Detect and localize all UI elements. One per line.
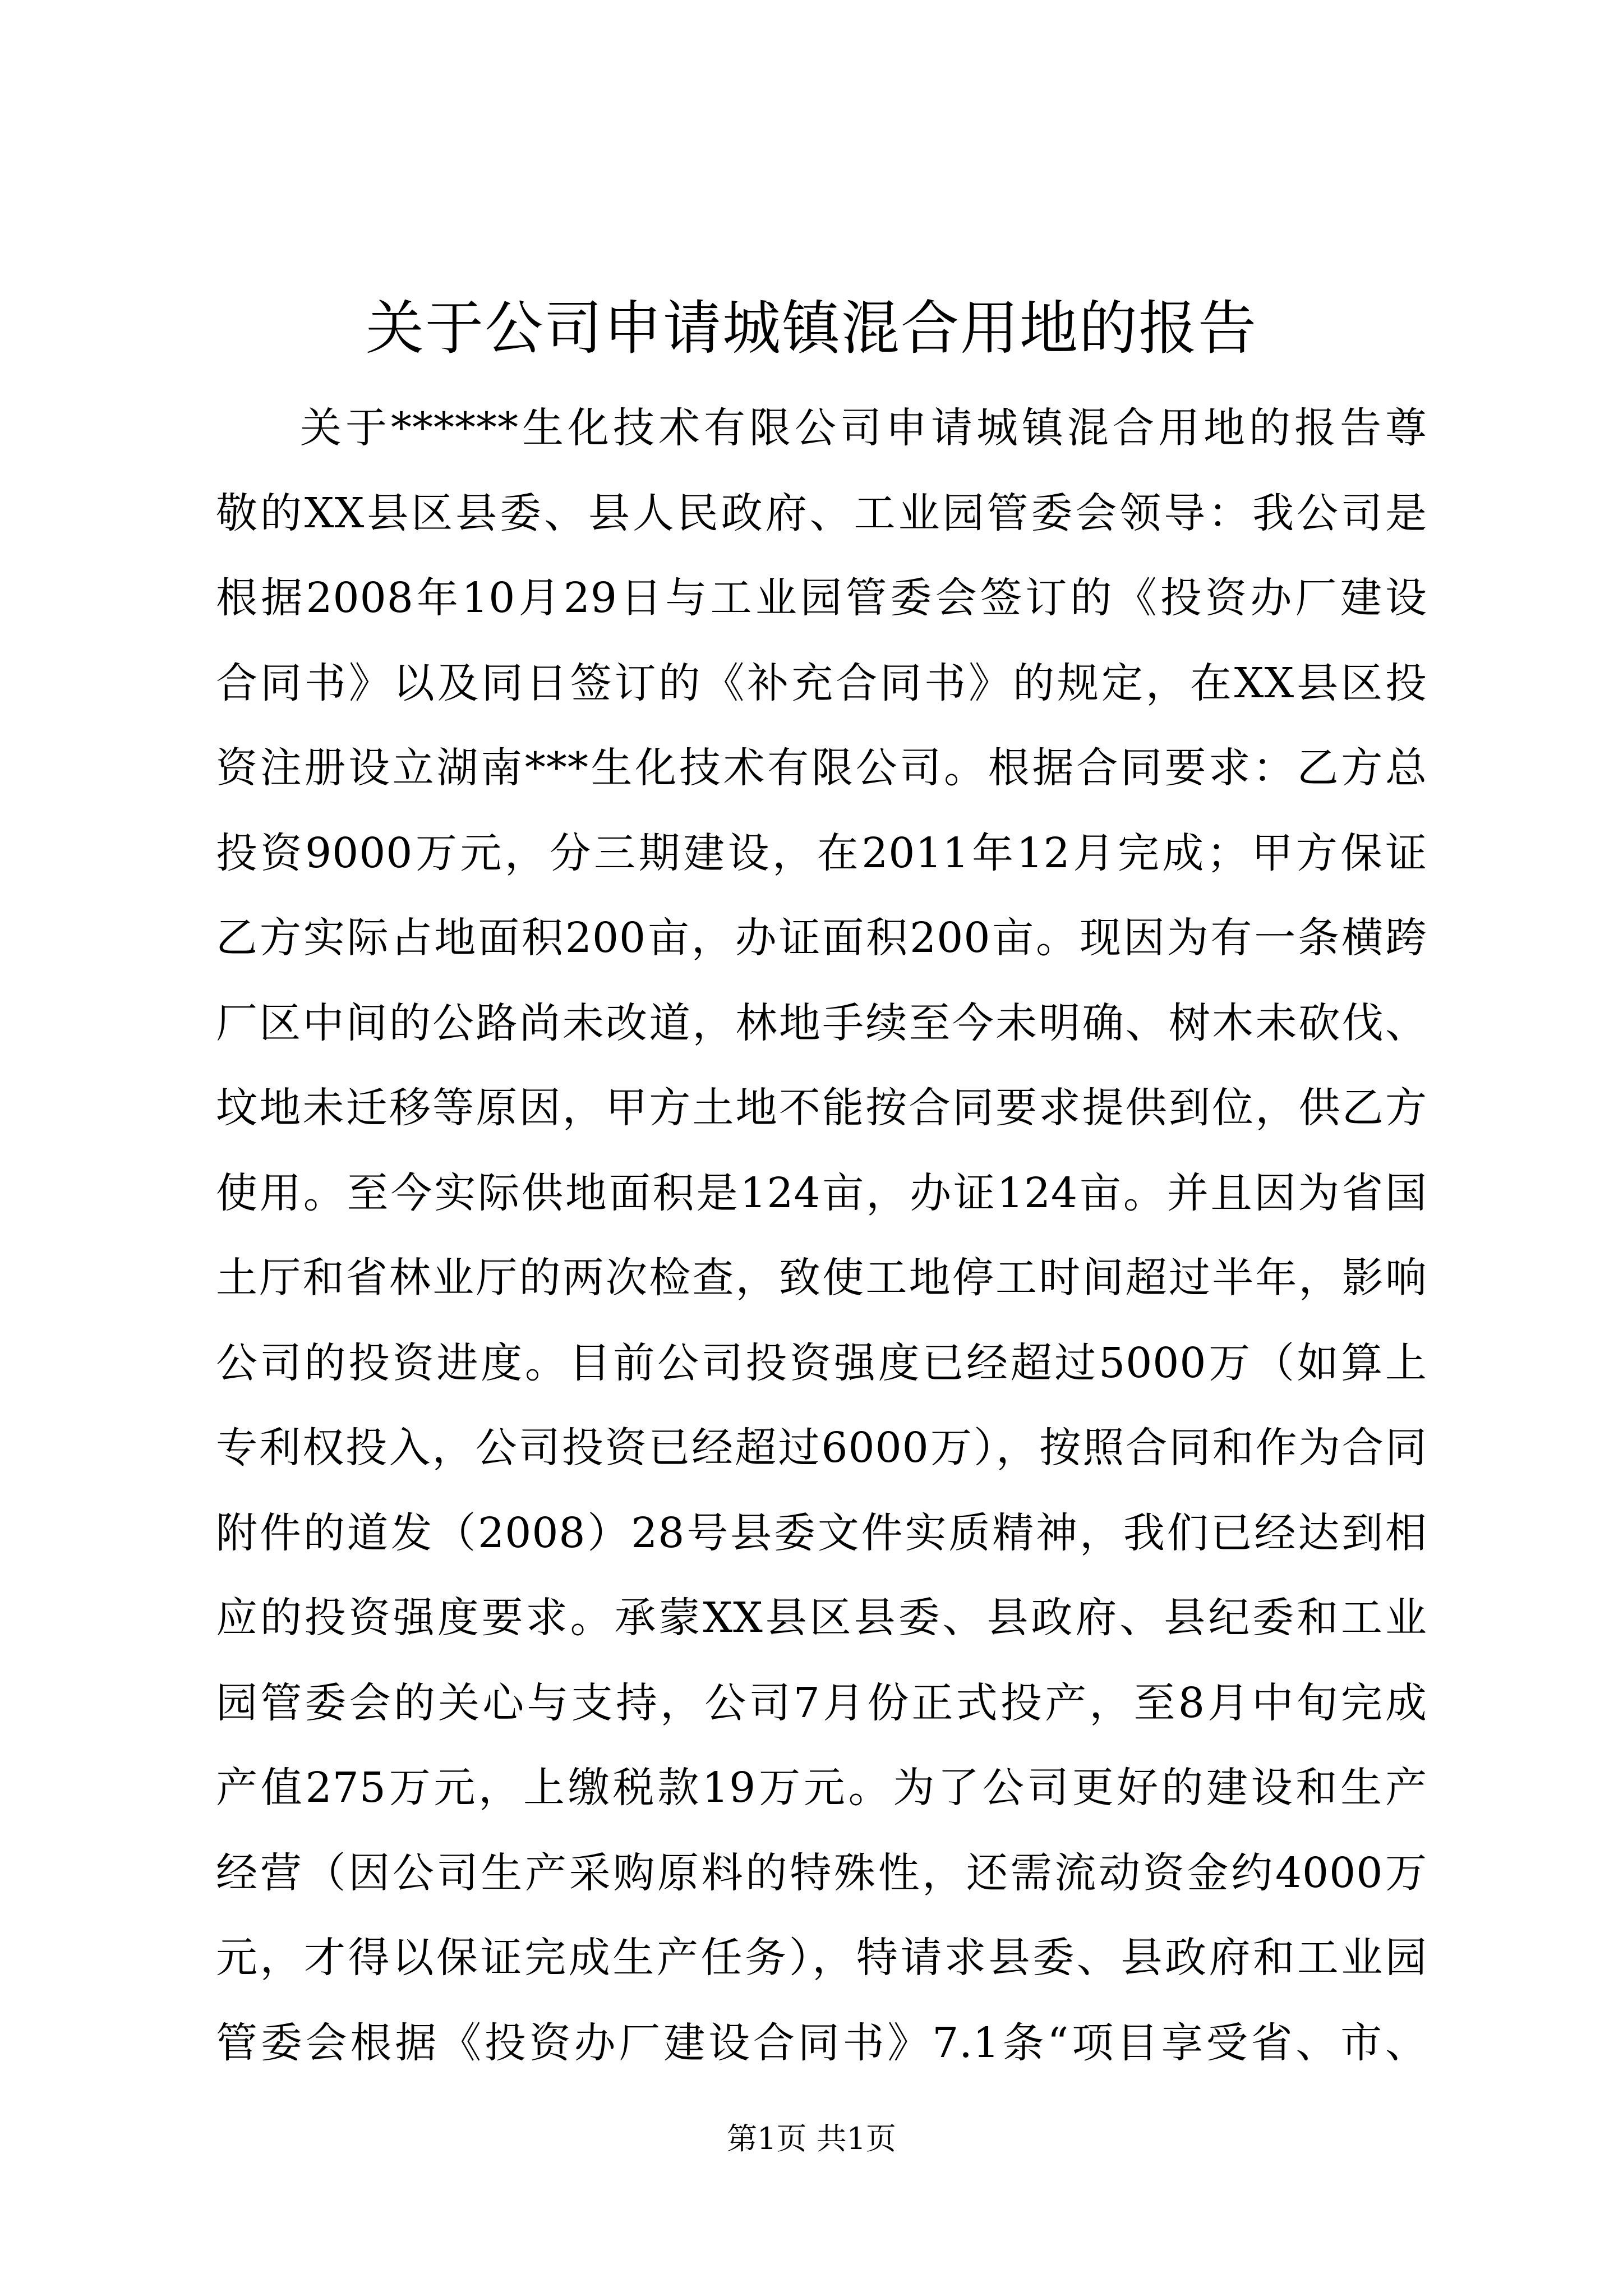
body-line: 专利权投入，公司投资已经超过6000万），按照合同和作为合同 <box>216 1424 1427 1472</box>
document-title: 关于公司申请城镇混合用地的报告 <box>365 294 1257 362</box>
body-line: 公司的投资进度。目前公司投资强度已经超过5000万（如算上 <box>216 1338 1427 1387</box>
body-line: 厂区中间的公路尚未改道，林地手续至今未明确、树木未砍伐、 <box>216 999 1427 1047</box>
body-line: 乙方实际占地面积200亩，办证面积200亩。现因为有一条横跨 <box>216 914 1427 962</box>
body-line: 园管委会的关心与支持，公司7月份正式投产，至8月中旬完成 <box>216 1678 1427 1727</box>
body-line: 元，才得以保证完成生产任务），特请求县委、县政府和工业园 <box>216 1934 1427 1982</box>
body-line: 合同书》以及同日签订的《补充合同书》的规定，在XX县区投 <box>216 659 1427 707</box>
body-line: 管委会根据《投资办厂建设合同书》7.1条“项目享受省、市、 <box>216 2018 1427 2067</box>
body-line: 资注册设立湖南***生化技术有限公司。根据合同要求：乙方总 <box>216 744 1427 792</box>
body-line: 产值275万元，上缴税款19万元。为了公司更好的建设和生产 <box>216 1764 1427 1812</box>
body-line: 投资9000万元，分三期建设，在2011年12月完成；甲方保证 <box>216 829 1427 877</box>
body-line: 根据2008年10月29日与工业园管委会签订的《投资办厂建设 <box>216 574 1427 622</box>
body-line: 经营（因公司生产采购原料的特殊性，还需流动资金约4000万 <box>216 1848 1427 1897</box>
page-number-footer: 第1页 共1页 <box>727 2121 896 2156</box>
body-line: 附件的道发（2008）28号县委文件实质精神，我们已经达到相 <box>216 1508 1427 1557</box>
body-line: 敬的XX县区县委、县人民政府、工业园管委会领导：我公司是 <box>216 489 1427 537</box>
document-body <box>216 386 1427 2086</box>
body-line: 坟地未迁移等原因，甲方土地不能按合同要求提供到位，供乙方 <box>216 1084 1427 1132</box>
body-line: 应的投资强度要求。承蒙XX县区县委、县政府、县纪委和工业 <box>216 1594 1427 1642</box>
body-line: 使用。至今实际供地面积是124亩，办证124亩。并且因为省国 <box>216 1168 1427 1217</box>
body-line: 土厅和省林业厅的两次检查，致使工地停工时间超过半年，影响 <box>216 1254 1427 1302</box>
body-line: 关于******生化技术有限公司申请城镇混合用地的报告尊 <box>300 404 1427 452</box>
